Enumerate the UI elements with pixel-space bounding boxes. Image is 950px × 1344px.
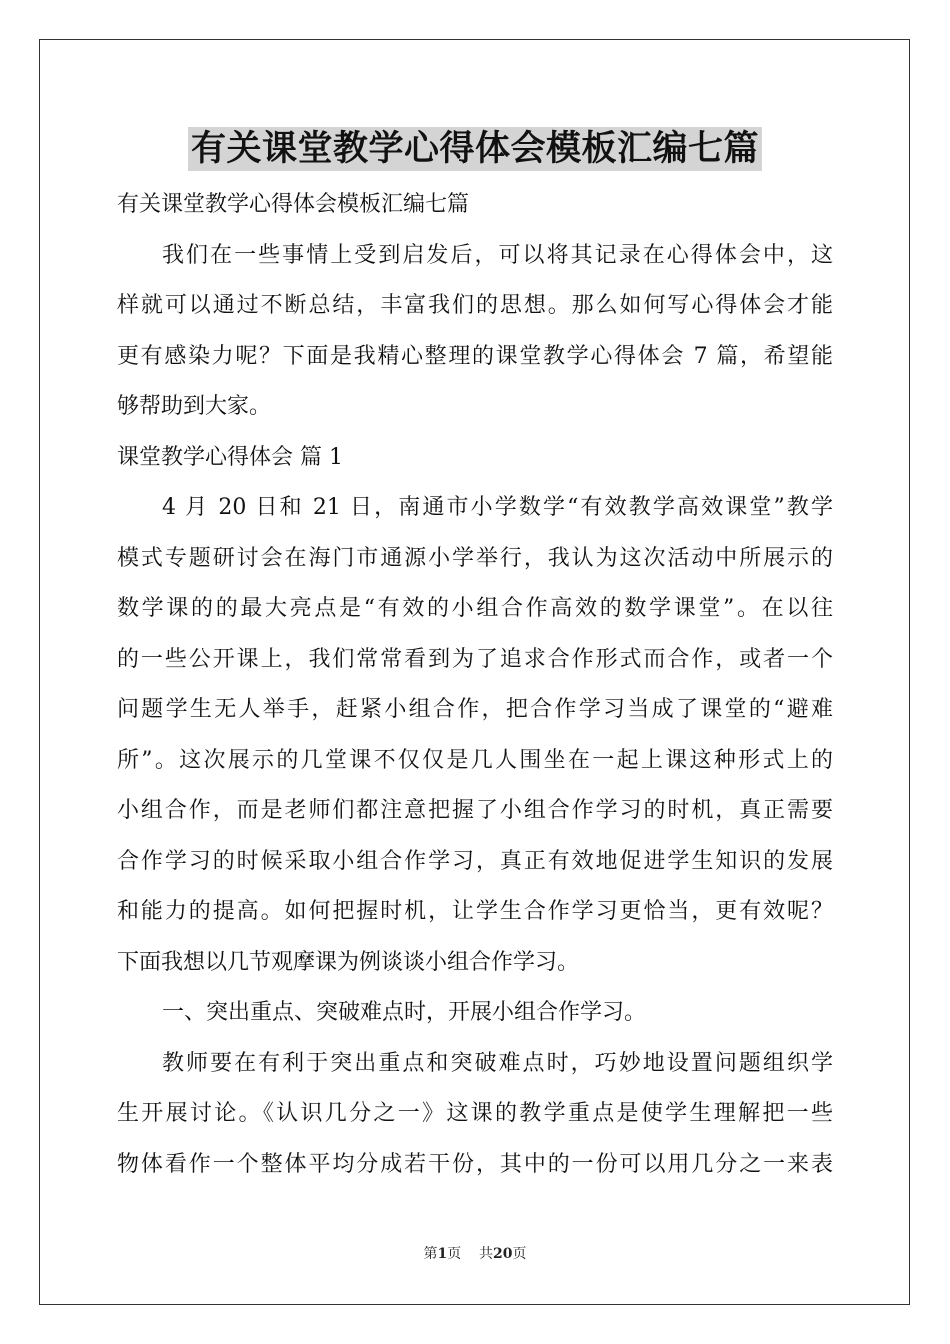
text-line: 课堂教学心得体会 篇 1 bbox=[117, 444, 343, 470]
text-line: 问题学生无人举手，赶紧小组合作，把合作学习当成了课堂的“避难 bbox=[117, 697, 833, 722]
text-line: 一、突出重点、突破难点时，开展小组合作学习。 bbox=[162, 1000, 647, 1025]
footer-current-page: 1 bbox=[437, 1246, 448, 1262]
text-line: 数学课的的最大亮点是“有效的小组合作高效的数学课堂”。在以往 bbox=[117, 596, 833, 621]
text-line: 更有感染力呢？下面是我精心整理的课堂教学心得体会 7 篇，希望能 bbox=[117, 343, 833, 369]
page-footer bbox=[0, 1244, 950, 1264]
document-title: 有关课堂教学心得体会模板汇编七篇 bbox=[188, 127, 762, 171]
text-line: 样就可以通过不断总结，丰富我们的思想。那么如何写心得体会才能 bbox=[117, 293, 833, 318]
text-line: 我们在一些事情上受到启发后，可以将其记录在心得体会中，这 bbox=[162, 242, 833, 268]
text-line: 小组合作，而是老师们都注意把握了小组合作学习的时机，真正需要 bbox=[117, 798, 833, 823]
footer-prefix: 第 bbox=[423, 1246, 438, 1262]
footer-total-pages: 20 bbox=[493, 1246, 513, 1262]
text-line: 有关课堂教学心得体会模板汇编七篇 bbox=[117, 192, 470, 217]
document-body bbox=[117, 180, 833, 1190]
footer-suffix: 页 bbox=[512, 1246, 527, 1262]
text-line: 下面我想以几节观摩课为例谈谈小组合作学习。 bbox=[117, 949, 580, 975]
text-line: 和能力的提高。如何把握时机，让学生合作学习更恰当，更有效呢？ bbox=[117, 899, 833, 924]
text-line: 所”。这次展示的几堂课不仅仅是几人围坐在一起上课这种形式上的 bbox=[117, 747, 833, 773]
title-container bbox=[0, 127, 950, 171]
text-line: 合作学习的时候采取小组合作学习，真正有效地促进学生知识的发展 bbox=[117, 848, 833, 874]
text-line: 够帮助到大家。 bbox=[117, 394, 272, 419]
footer-middle: 页 共 bbox=[447, 1246, 494, 1262]
text-line: 教师要在有利于突出重点和突破难点时，巧妙地设置问题组织学 bbox=[162, 1050, 833, 1076]
text-line: 模式专题研讨会在海门市通源小学举行，我认为这次活动中所展示的 bbox=[117, 545, 833, 571]
text-line: 的一些公开课上，我们常常看到为了追求合作形式而合作，或者一个 bbox=[117, 646, 833, 672]
text-line: 生开展讨论。《认识几分之一》这课的教学重点是使学生理解把一些 bbox=[117, 1101, 833, 1126]
text-line: 物体看作一个整体平均分成若干份，其中的一份可以用几分之一来表 bbox=[117, 1151, 833, 1177]
text-line: 4 月 20 日和 21 日，南通市小学数学“有效教学高效课堂”教学 bbox=[162, 495, 833, 520]
